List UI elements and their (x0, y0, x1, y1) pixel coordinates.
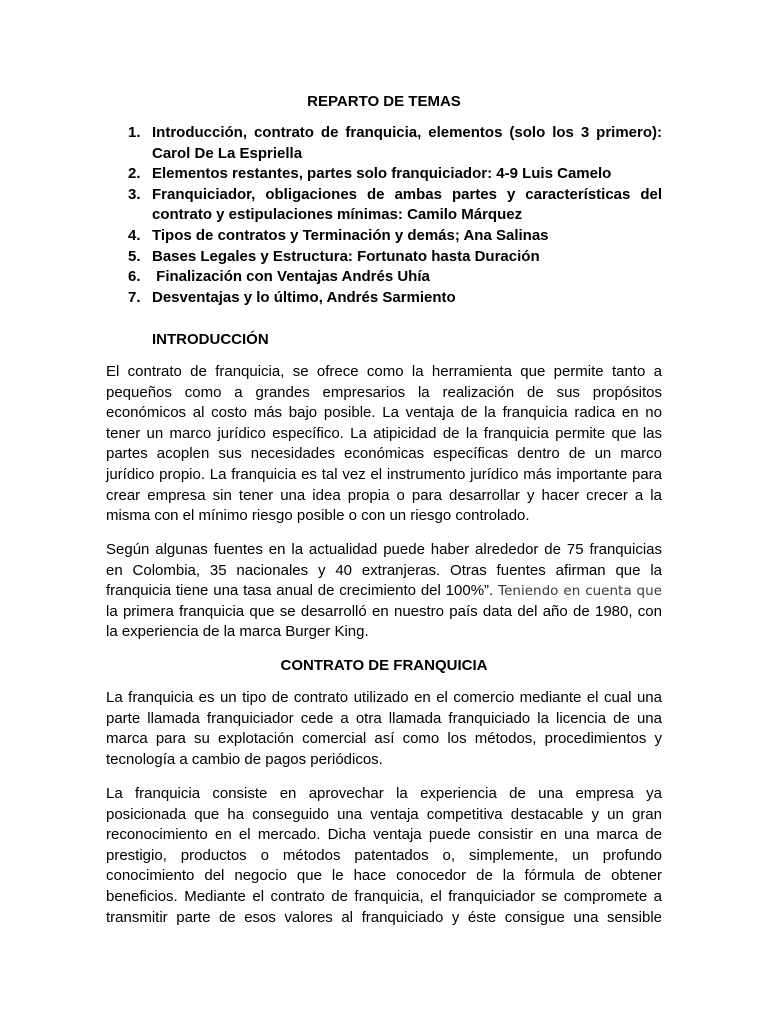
paragraph-line: la primera franquicia que se desarrolló en nuestro país data del año de 1980, con (106, 602, 662, 620)
paragraph-line: La franquicia consiste en aprovechar la experiencia de una empresa ya (106, 785, 662, 802)
list-item (106, 267, 662, 288)
list-number: 1. (128, 124, 141, 141)
list-item (106, 226, 662, 247)
paragraph-line: la experiencia de la marca Burger King. (106, 623, 369, 641)
paragraph-line: marca para su explotación comercial así como los métodos, procedimientos y (106, 730, 662, 748)
paragraph-line: beneficios. Mediante el contrato de franquicia, el franquiciador se compromete a (106, 887, 662, 905)
paragraph-line: La franquicia es un tipo de contrato utilizado en el comercio mediante el cual una (106, 689, 662, 706)
list-number: 2. (128, 165, 141, 183)
list-item (106, 247, 662, 268)
list-item-text: contrato y estipulaciones mínimas: Camilo Márquez (152, 206, 523, 224)
list-item-text: Desventajas y lo último, Andrés Sarmiento (152, 288, 456, 306)
list-item-text: Tipos de contratos y Terminación y demás; Ana Salinas (152, 226, 549, 244)
paragraph-line: económicos al costo más bajo posible. La ventaja de la franquicia radica en no (106, 404, 662, 422)
list-item-text: Introducción, contrato de franquicia, elementos (solo los 3 primero): (152, 124, 662, 141)
list-number: 5. (128, 247, 141, 265)
list-item-text: Elementos restantes, partes solo franquiciador: 4-9 Luis Camelo (152, 165, 612, 183)
paragraph-line: tener un marco jurídico específico. La atipicidad de la franquicia permite que las (106, 424, 662, 442)
paragraph-line: posicionada que ha conseguido una ventaja competitiva destacable y un gran (106, 805, 662, 823)
intro-heading: INTRODUCCIÓN (152, 331, 269, 348)
page-title: REPARTO DE TEMAS (307, 93, 461, 110)
contract-paragraph (106, 688, 662, 770)
paragraph-line: prestigio, productos o métodos patentados o, simplemente, un profundo (106, 846, 662, 864)
list-number: 7. (128, 288, 141, 306)
paragraph-line: parte llamada franquiciador cede a otra llamada franquiciado la licencia de una (106, 709, 662, 727)
list-item-text: Finalización con Ventajas Andrés Uhía (152, 268, 430, 286)
paragraph-line: conocimiento del negocio que le hace conocedor de la fórmula de obtener (106, 867, 662, 885)
list-number: 6. (128, 268, 141, 286)
paragraph-line: transmitir parte de esos valores al franquiciado y éste consigue una sensible (106, 908, 662, 926)
paragraph-text: franquicia tiene una tasa anual de crecimiento del 100%”. (106, 582, 494, 600)
stats-paragraph (106, 540, 662, 643)
list-item (106, 164, 662, 185)
list-item (106, 123, 662, 164)
paragraph-line: jurídico propio. La franquicia es tal vez el instrumento jurídico más importante para (106, 465, 662, 483)
list-item-text: Carol De La Espriella (152, 144, 303, 162)
paragraph-line: misma con el mínimo riesgo posible o con un riesgo controlado. (106, 507, 530, 525)
list-item (106, 288, 662, 309)
topics-list (106, 123, 662, 308)
list-item (106, 185, 662, 226)
intro-paragraph (106, 362, 662, 527)
paragraph-line: tecnología a cambio de pagos periódicos. (106, 750, 383, 768)
paragraph-line: El contrato de franquicia, se ofrece como la herramienta que permite tanto a (106, 363, 662, 380)
paragraph-line: en Colombia, 35 nacionales y 40 extranjeras. Otras fuentes afirman que la (106, 561, 662, 579)
list-item-text: Franquiciador, obligaciones de ambas partes y características del (152, 185, 662, 203)
list-item-text: Bases Legales y Estructura: Fortunato hasta Duración (152, 247, 540, 265)
paragraph-line: crear empresa sin tener una idea propia o para desarrollar y hacer crecer a la (106, 486, 662, 504)
advantage-paragraph (106, 784, 662, 928)
list-number: 4. (128, 226, 141, 244)
contract-heading: CONTRATO DE FRANQUICIA (280, 657, 488, 674)
paragraph-line: reconocimiento en el mercado. Dicha ventaja puede consistir en una marca de (106, 826, 662, 844)
inserted-text: Teniendo en cuenta que (493, 583, 662, 600)
paragraph-line: partes acoplen sus necesidades económicas específicas dentro de un marco (106, 445, 662, 463)
list-number: 3. (128, 185, 141, 203)
paragraph-line (106, 581, 662, 602)
paragraph-line: Según algunas fuentes en la actualidad puede haber alrededor de 75 franquicias (106, 541, 662, 558)
paragraph-line: pequeños como a grandes empresarios la realización de sus propósitos (106, 383, 662, 401)
